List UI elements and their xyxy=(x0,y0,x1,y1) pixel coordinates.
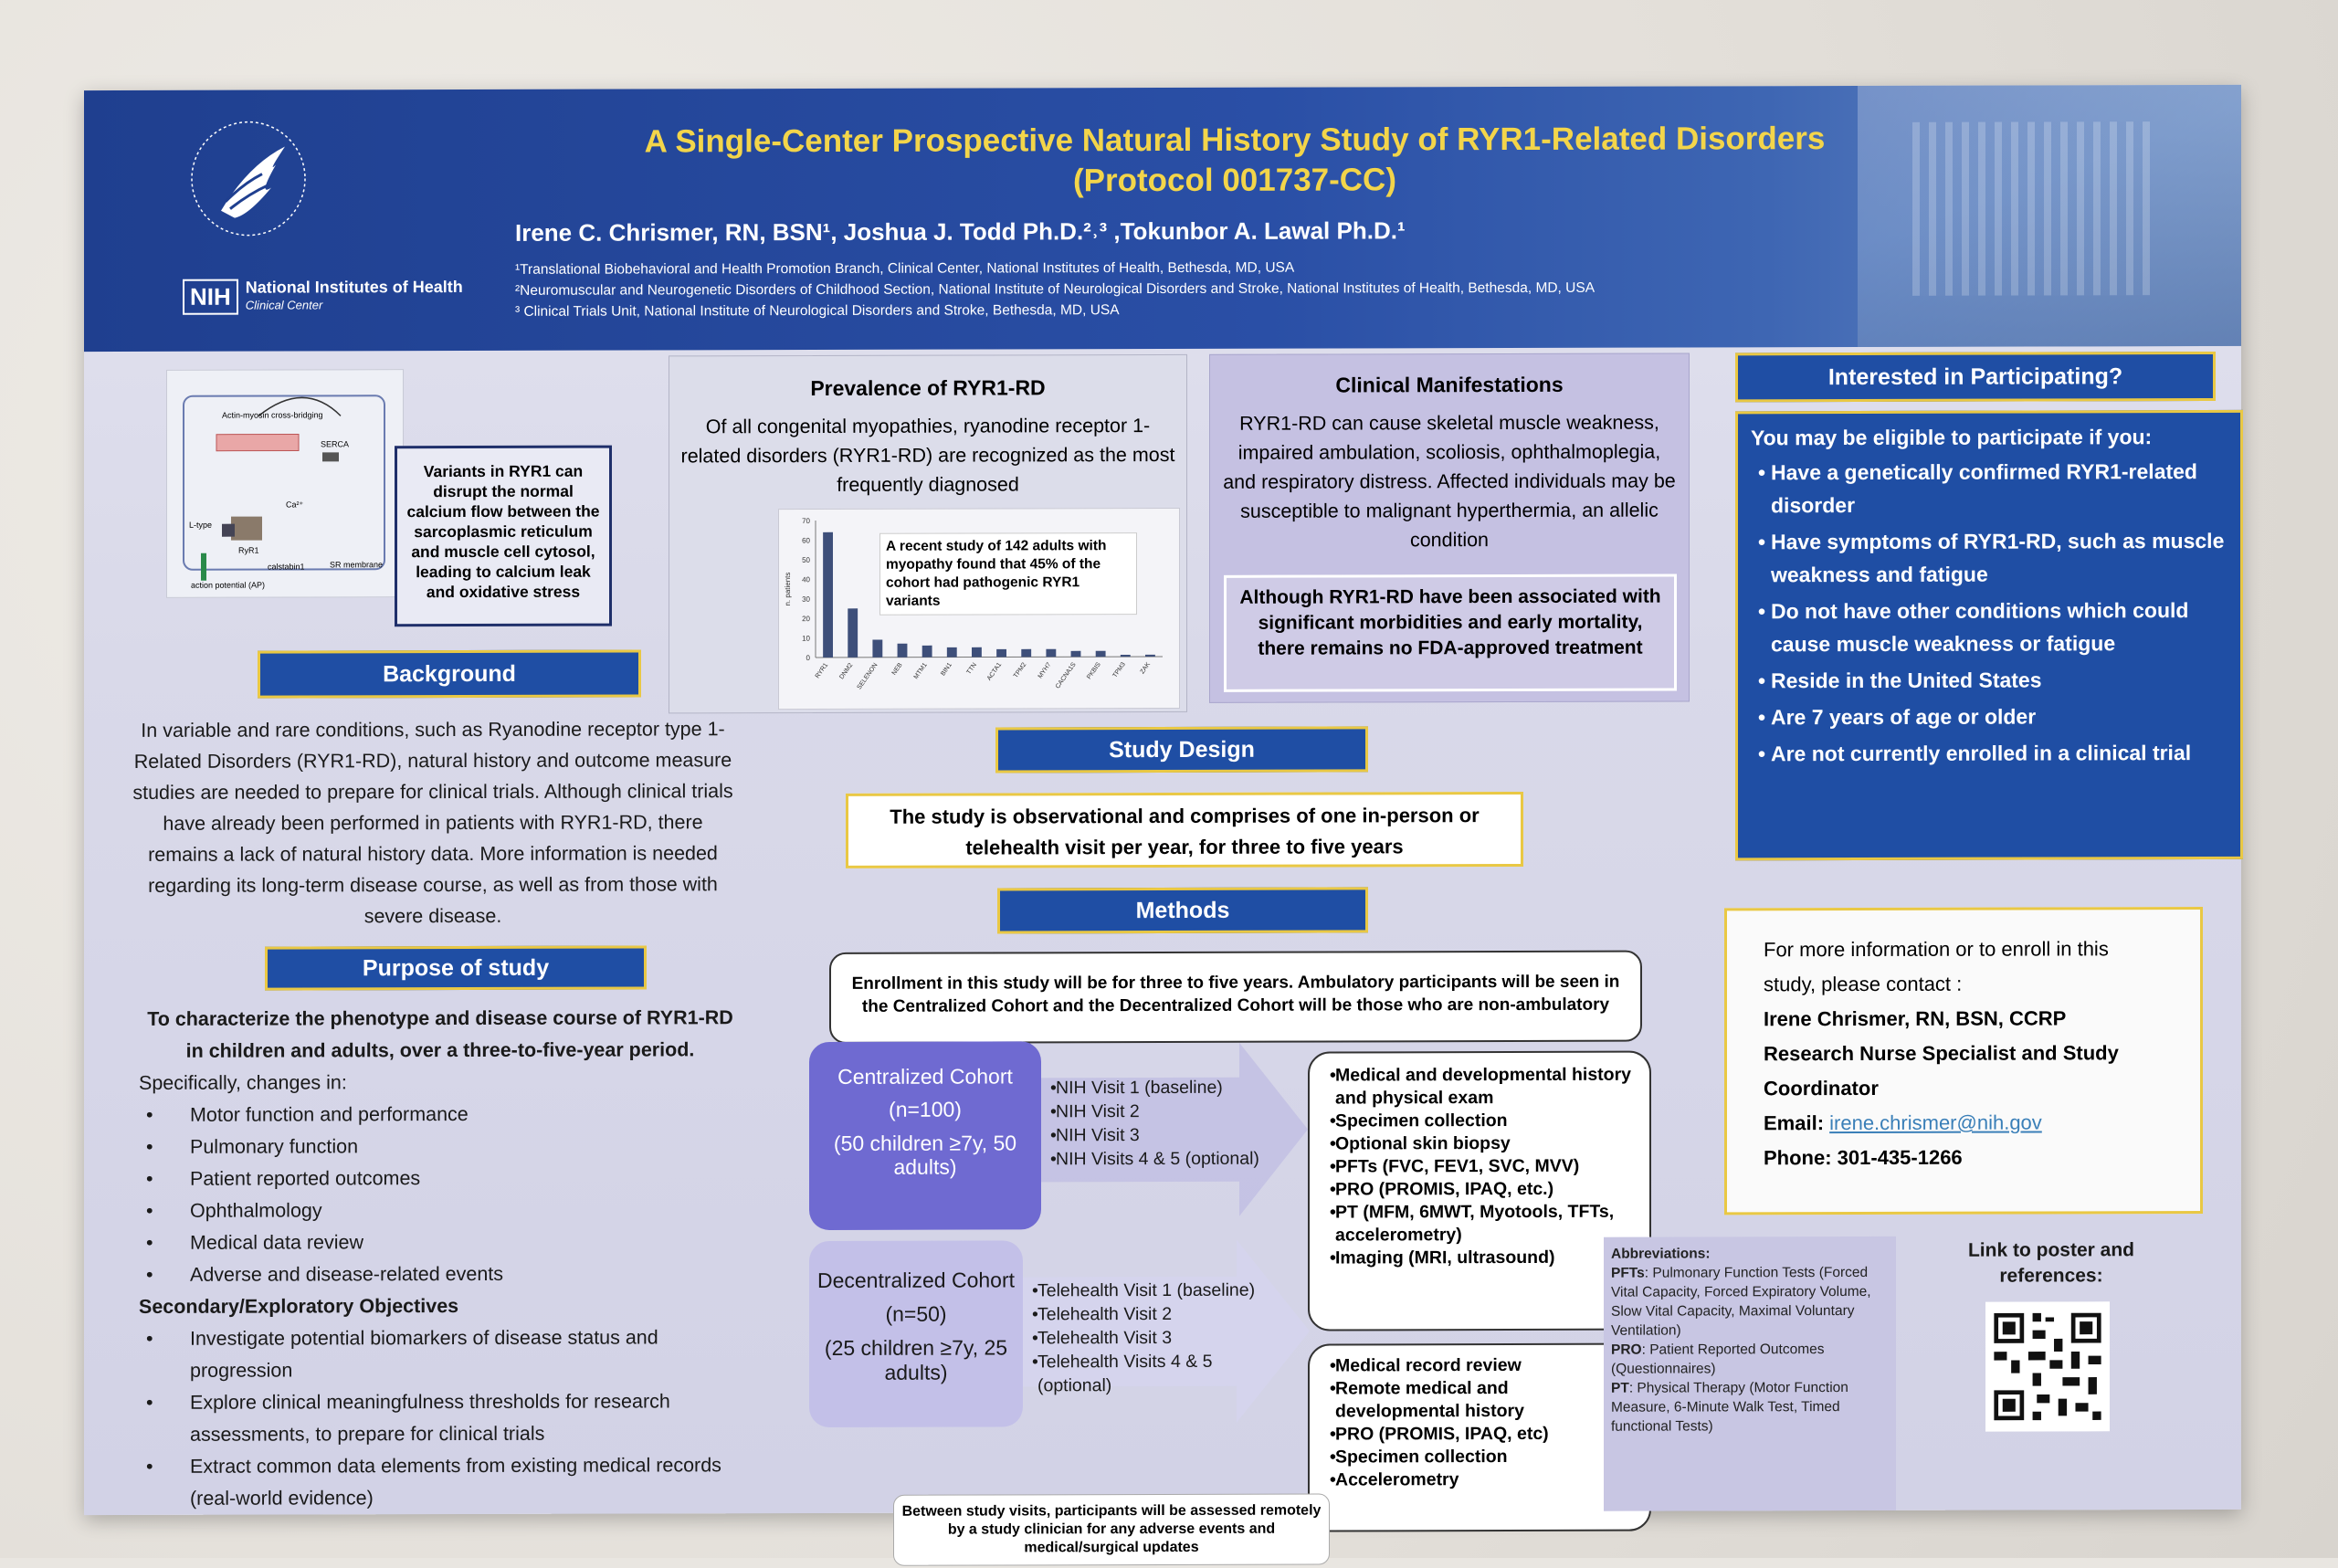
x-tick-label: TTN xyxy=(965,661,979,676)
chart-bar xyxy=(1046,649,1056,658)
list-item: • Specimen collection xyxy=(1322,1446,1637,1469)
prevalence-text: Of all congenital myopathies, ryanodine receptor 1-related disorders (RYR1-RD) are recognized as the most frequently diagnosed xyxy=(680,415,1175,496)
background-paragraph: In variable and rare conditions, such as Ryanodine receptor type 1-Related Disorders (RYR1-RD), natural history and outcome measure studies are needed to prepare for clinical trials. Although clinical trials have already been performed in patients with RYR1-RD, there remains a lack of natural history data. More information is needed regarding its long-term disease course, as well as from those with severe disease. xyxy=(132,718,733,928)
clinical-note: Although RYR1-RD have been associated with significant morbidities and early mortality, there remains no FDA-approved treatment xyxy=(1224,574,1677,692)
title-line1: A Single-Center Prospective Natural History Study of RYR1-Related Disorders xyxy=(644,121,1826,160)
list-item: • PRO (PROMIS, IPAQ, etc) xyxy=(1322,1423,1637,1447)
clinical-text: RYR1-RD can cause skeletal muscle weakness, impaired ambulation, scoliosis, ophthalmoplegia, and respiratory distress. Affected individuals may be susceptible to malignant hyperthermia, an allelic condition xyxy=(1223,411,1676,552)
chart-bar xyxy=(823,532,833,658)
purpose-heading: Purpose of study xyxy=(265,945,647,990)
affiliation: ²Neuromuscular and Neurogenetic Disorders of Childhood Section, National Institute of Neurological Disorders and Stroke, National Institutes of Health, Bethesda, MD, USA xyxy=(515,279,1596,299)
affiliation: ¹Translational Biobehavioral and Health Promotion Branch, Clinical Center, National Institutes of Health, Bethesda, MD, USA xyxy=(515,259,1295,278)
x-axis xyxy=(816,657,1163,658)
title-line2: (Protocol 001737-CC) xyxy=(1073,162,1396,199)
x-tick-label: RYR1 xyxy=(814,662,830,680)
chart-bar xyxy=(1145,655,1155,657)
cohort-n: (n=100) xyxy=(889,1097,962,1121)
interested-heading: Interested in Participating? xyxy=(1735,352,2216,402)
diagram-label: L-type xyxy=(189,520,213,530)
chart-bar xyxy=(996,649,1006,658)
chart-bar xyxy=(1096,651,1106,657)
list-item: • Reside in the United States xyxy=(1751,663,2227,697)
enrollment-text: Enrollment in this study will be for three to five years. Ambulatory participants will be seen in the Centralized Cohort and the Decentralized Cohort will be those who are non-ambulatory xyxy=(829,951,1642,1044)
x-tick-label: MYH7 xyxy=(1037,661,1053,680)
diagram-label: SERCA xyxy=(321,439,350,449)
y-tick-label: 30 xyxy=(802,595,810,604)
purpose-lead: To characterize the phenotype and disease course of RYR1-RD in children and adults, over a three-to-five-year period. xyxy=(147,1006,733,1062)
y-tick-label: 70 xyxy=(802,517,810,526)
chart-bar xyxy=(848,608,858,658)
contact-panel xyxy=(1724,907,2203,1215)
contact-name: Irene Chrismer, RN, BSN, CCRP xyxy=(1764,1006,2067,1031)
abbreviations-panel xyxy=(1604,1237,1896,1511)
decentralized-cohort xyxy=(809,1240,1023,1427)
list-item: • NIH Visit 1 (baseline) xyxy=(1043,1076,1259,1100)
purpose-body xyxy=(139,1002,742,1515)
x-tick-label: MTM1 xyxy=(912,661,929,681)
list-item: • Are 7 years of age or older xyxy=(1751,700,2227,733)
y-axis-label: n. patients xyxy=(784,572,792,606)
eligibility-panel xyxy=(1735,410,2243,860)
email-link[interactable]: irene.chrismer@nih.gov xyxy=(1829,1110,2042,1135)
central-visits xyxy=(1043,1076,1259,1172)
list-item: • Patient reported outcomes xyxy=(139,1162,742,1195)
cohort-name: Centralized Cohort xyxy=(837,1064,1013,1089)
chart-bar xyxy=(1071,651,1081,657)
nih-name: National Institutes of Health xyxy=(245,278,463,297)
list-item: • NIH Visit 3 xyxy=(1043,1123,1259,1148)
x-tick-label: NEB xyxy=(890,661,904,677)
cohort-n: (n=50) xyxy=(885,1301,947,1326)
list-item: • Telehealth Visit 2 xyxy=(1025,1302,1255,1327)
list-item: • Adverse and disease-related events xyxy=(139,1258,742,1291)
list-item: • Imaging (MRI, ultrasound) xyxy=(1322,1247,1637,1270)
list-item: • Medical data review xyxy=(139,1226,742,1259)
calcium-diagram-figure xyxy=(167,370,403,597)
variants-callout: Variants in RYR1 can disrupt the normal calcium flow between the sarcoplasmic reticulum and muscle cell cytosol, leading to calcium leak and oxidative stress xyxy=(395,446,612,627)
central-measures xyxy=(1308,1051,1651,1331)
list-item: • Accelerometry xyxy=(1322,1468,1637,1492)
x-tick-label: ACTA1 xyxy=(985,661,1004,682)
y-tick-label: 50 xyxy=(802,555,810,564)
x-tick-label: TPM2 xyxy=(1012,661,1028,679)
contact-intro: For more information or to enroll in this study, please contact : xyxy=(1764,937,2109,996)
secondary-list xyxy=(139,1321,742,1515)
x-tick-label: SELENON xyxy=(856,661,879,691)
y-tick-label: 10 xyxy=(802,634,810,643)
list-item: • Remote medical and developmental history xyxy=(1322,1377,1637,1424)
x-tick-label: PKBIS xyxy=(1086,661,1102,681)
list-item: • Pulmonary function xyxy=(139,1130,742,1163)
x-tick-label: CACNA1S xyxy=(1054,661,1078,690)
prevalence-chart xyxy=(778,508,1180,710)
chart-bar xyxy=(872,640,882,658)
y-tick-label: 0 xyxy=(806,654,810,663)
chart-bar xyxy=(947,647,957,658)
x-tick-label: ZAK xyxy=(1139,661,1153,676)
contact-phone: Phone: 301-435-1266 xyxy=(1764,1145,1963,1170)
list-item: • PFTs (FVC, FEV1, SVC, MVV) xyxy=(1322,1155,1637,1179)
between-visits-note: Between study visits, participants will be assessed remotely by a study clinician for any adverse events and medical/surgical updates xyxy=(893,1494,1330,1566)
list-item: • Telehealth Visit 1 (baseline) xyxy=(1025,1279,1255,1303)
diagram-label: RyR1 xyxy=(238,545,259,555)
y-tick-label: 40 xyxy=(802,575,810,584)
background-heading: Background xyxy=(258,649,641,698)
contact-role: Research Nurse Specialist and Study Coordinator xyxy=(1764,1041,2119,1100)
list-item: • NIH Visits 4 & 5 (optional) xyxy=(1043,1147,1259,1172)
diagram-label: calstabin1 xyxy=(268,562,305,572)
hhs-seal-logo xyxy=(184,110,312,247)
diagram-label: action potential (AP) xyxy=(191,580,266,590)
abbrev-item: PRO: Patient Reported Outcomes (Questionnaires) xyxy=(1611,1342,1825,1377)
list-item: • NIH Visit 2 xyxy=(1043,1100,1259,1124)
list-item: • Ophthalmology xyxy=(139,1194,742,1227)
affiliation: ³ Clinical Trials Unit, National Institute of Neurological Disorders and Stroke, Bethesda, MD, USA xyxy=(515,302,1120,320)
chart-bar xyxy=(1021,649,1031,658)
poster xyxy=(84,85,2241,1556)
y-tick-label: 60 xyxy=(802,536,810,545)
chart-note: A recent study of 142 adults with myopathy found that 45% of the cohort had pathogenic RYR1 variants xyxy=(879,532,1137,616)
purpose-list xyxy=(139,1098,742,1291)
nih-sub: Clinical Center xyxy=(245,298,323,312)
prevalence-heading: Prevalence of RYR1-RD xyxy=(810,375,1046,401)
decentral-visits xyxy=(1025,1279,1255,1398)
qr-code[interactable] xyxy=(1985,1301,2110,1431)
chart-bar xyxy=(922,646,932,658)
diagram-label: Ca²⁺ xyxy=(286,500,304,510)
x-tick-label: BIN1 xyxy=(940,661,953,678)
abbrev-item: PFTs: Pulmonary Function Tests (Forced Vital Capacity, Forced Expiratory Volume, Slow Vital Capacity, Maximal Voluntary Ventilation) xyxy=(1611,1264,1871,1339)
x-tick-label: DNM2 xyxy=(838,662,855,681)
list-item: • Medical record review xyxy=(1322,1354,1637,1378)
study-design-heading: Study Design xyxy=(995,726,1368,773)
chart-bar xyxy=(972,647,982,658)
list-item: • Motor function and performance xyxy=(139,1098,742,1131)
clinical-heading: Clinical Manifestations xyxy=(1335,372,1564,397)
list-item: • Explore clinical meaningfulness thresholds for research assessments, to prepare for clinical trials xyxy=(139,1385,742,1451)
list-item: • Optional skin biopsy xyxy=(1322,1132,1637,1156)
calcium-diagram xyxy=(166,369,404,598)
poster-link-label: Link to poster and references: xyxy=(1967,1239,2134,1287)
eligibility-lead: You may be eligible to participate if you: xyxy=(1751,425,2153,450)
centralized-cohort xyxy=(809,1041,1041,1230)
cohort-name: Decentralized Cohort xyxy=(816,1268,1016,1292)
authors: Irene C. Chrismer, RN, BSN¹, Joshua J. Todd Ph.D.²˒³ ,Tokunbor A. Lawal Ph.D.¹ xyxy=(515,216,1406,247)
list-item: • PRO (PROMIS, IPAQ, etc.) xyxy=(1322,1178,1637,1202)
email-label: Email: xyxy=(1764,1111,1830,1135)
purpose-specifically: Specifically, changes in: xyxy=(139,1071,347,1094)
list-item: • Specimen collection xyxy=(1322,1110,1637,1133)
eligibility-list xyxy=(1751,455,2227,770)
list-item: • Have a genetically confirmed RYR1-related disorder xyxy=(1751,455,2227,521)
list-item: • Extract common data elements from existing medical records (real-world evidence) xyxy=(139,1449,742,1515)
abbrev-item: PT: Physical Therapy (Motor Function Measure, 6-Minute Walk Test, Timed functional Tests) xyxy=(1611,1380,1848,1435)
poster-title xyxy=(468,119,2002,203)
study-design-text: The study is observational and comprises of one in-person or telehealth visit per year, for three to five years xyxy=(846,792,1523,868)
diagram-label: Actin-myosin cross-bridging xyxy=(222,410,323,420)
cohort-detail: (50 children ≥7y, 50 adults) xyxy=(833,1131,1017,1179)
list-item: • Telehealth Visits 4 & 5 (optional) xyxy=(1025,1350,1238,1398)
cohort-detail: (25 children ≥7y, 25 adults) xyxy=(824,1335,1008,1384)
decentral-measures xyxy=(1308,1343,1651,1532)
list-item: • Are not currently enrolled in a clinical trial xyxy=(1751,736,2227,770)
list-item: • Do not have other conditions which could cause muscle weakness or fatigue xyxy=(1751,594,2227,660)
list-item: • Investigate potential biomarkers of disease status and progression xyxy=(139,1321,742,1387)
abbrev-heading: Abbreviations: xyxy=(1611,1246,1711,1262)
poster-header xyxy=(84,85,2241,352)
list-item: • Telehealth Visit 3 xyxy=(1025,1326,1255,1351)
list-item: • Medical and developmental history and physical exam xyxy=(1322,1064,1637,1110)
list-item: • PT (MFM, 6MWT, Myotools, TFTs, accelerometry) xyxy=(1322,1201,1637,1247)
x-tick-label: TPM3 xyxy=(1111,661,1127,679)
nih-abbrev: NIH xyxy=(183,279,238,314)
nih-logo xyxy=(183,278,463,315)
chart-bar xyxy=(1121,655,1131,657)
methods-heading: Methods xyxy=(997,887,1368,933)
y-tick-label: 20 xyxy=(802,615,810,624)
list-item: • Have symptoms of RYR1-RD, such as muscle weakness and fatigue xyxy=(1751,524,2227,591)
chart-bar xyxy=(898,644,908,658)
qr-code-icon xyxy=(1985,1301,2110,1431)
diagram-label: SR membrane xyxy=(330,560,384,570)
affiliations xyxy=(515,257,1595,322)
secondary-heading: Secondary/Exploratory Objectives xyxy=(139,1295,459,1318)
